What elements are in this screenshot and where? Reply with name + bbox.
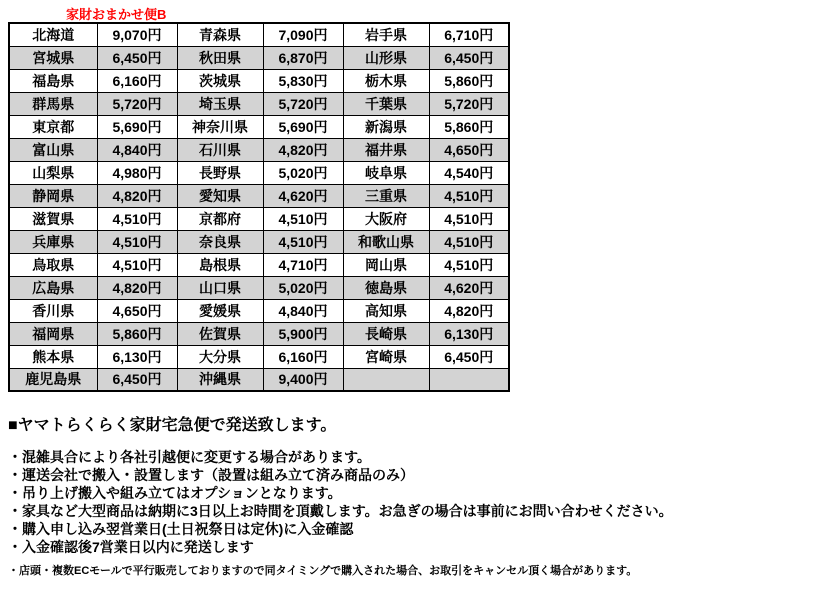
- price-cell: 4,510円: [263, 230, 343, 253]
- price-cell: 9,400円: [263, 368, 343, 391]
- prefecture-cell: 埼玉県: [177, 92, 263, 115]
- table-row: [9, 69, 509, 92]
- price-cell: 4,510円: [263, 207, 343, 230]
- prefecture-cell: 滋賀県: [9, 207, 97, 230]
- price-cell: 5,860円: [429, 69, 509, 92]
- prefecture-cell: 大分県: [177, 345, 263, 368]
- price-cell: 9,070円: [97, 23, 177, 46]
- prefecture-cell: 佐賀県: [177, 322, 263, 345]
- table-row: [9, 276, 509, 299]
- prefecture-cell: 香川県: [9, 299, 97, 322]
- price-cell: 6,160円: [97, 69, 177, 92]
- price-cell: 6,130円: [97, 345, 177, 368]
- table-row: [9, 184, 509, 207]
- prefecture-cell: 沖縄県: [177, 368, 263, 391]
- price-cell: 4,510円: [97, 230, 177, 253]
- table-row: [9, 23, 509, 46]
- price-cell: 4,820円: [429, 299, 509, 322]
- prefecture-cell: 千葉県: [343, 92, 429, 115]
- price-cell: 6,450円: [429, 345, 509, 368]
- price-cell: 5,720円: [263, 92, 343, 115]
- prefecture-cell: 鳥取県: [9, 253, 97, 276]
- shipping-notes: [8, 412, 818, 578]
- price-cell: [429, 368, 509, 391]
- shipping-fee-table: [8, 22, 510, 392]
- price-cell: 4,510円: [429, 184, 509, 207]
- price-cell: 4,510円: [97, 253, 177, 276]
- prefecture-cell: [343, 368, 429, 391]
- price-cell: 6,450円: [429, 46, 509, 69]
- notes-footnote: ・店頭・複数ECモールで平行販売しておりますので同タイミングで購入された場合、お取引をキャンセル頂く場合があります。: [8, 565, 638, 577]
- price-cell: 6,130円: [429, 322, 509, 345]
- prefecture-cell: 秋田県: [177, 46, 263, 69]
- price-cell: 4,510円: [429, 207, 509, 230]
- note-item: ・家具など大型商品は納期に3日以上お時間を頂戴します。お急ぎの場合は事前にお問い合わせください。: [8, 503, 673, 519]
- price-cell: 6,450円: [97, 46, 177, 69]
- price-cell: 5,020円: [263, 276, 343, 299]
- prefecture-cell: 奈良県: [177, 230, 263, 253]
- price-cell: 5,860円: [429, 115, 509, 138]
- prefecture-cell: 宮城県: [9, 46, 97, 69]
- note-item: ・購入申し込み翌営業日(土日祝祭日は定休)に入金確認: [8, 521, 354, 537]
- price-cell: 4,980円: [97, 161, 177, 184]
- prefecture-cell: 富山県: [9, 138, 97, 161]
- prefecture-cell: 広島県: [9, 276, 97, 299]
- page-title: 家財おまかせ便B: [66, 7, 167, 22]
- prefecture-cell: 福岡県: [9, 322, 97, 345]
- table-row: [9, 207, 509, 230]
- table-row: [9, 230, 509, 253]
- price-cell: 4,650円: [429, 138, 509, 161]
- prefecture-cell: 静岡県: [9, 184, 97, 207]
- prefecture-cell: 山形県: [343, 46, 429, 69]
- prefecture-cell: 大阪府: [343, 207, 429, 230]
- price-cell: 4,510円: [429, 230, 509, 253]
- prefecture-cell: 高知県: [343, 299, 429, 322]
- prefecture-cell: 島根県: [177, 253, 263, 276]
- table-row: [9, 345, 509, 368]
- price-cell: 6,160円: [263, 345, 343, 368]
- price-cell: 6,710円: [429, 23, 509, 46]
- price-cell: 5,830円: [263, 69, 343, 92]
- prefecture-cell: 愛知県: [177, 184, 263, 207]
- price-cell: 4,510円: [429, 253, 509, 276]
- price-cell: 5,720円: [97, 92, 177, 115]
- prefecture-cell: 茨城県: [177, 69, 263, 92]
- prefecture-cell: 和歌山県: [343, 230, 429, 253]
- prefecture-cell: 京都府: [177, 207, 263, 230]
- price-cell: 5,690円: [97, 115, 177, 138]
- prefecture-cell: 岡山県: [343, 253, 429, 276]
- prefecture-cell: 宮崎県: [343, 345, 429, 368]
- price-cell: 4,820円: [97, 276, 177, 299]
- prefecture-cell: 愛媛県: [177, 299, 263, 322]
- price-cell: 5,720円: [429, 92, 509, 115]
- prefecture-cell: 長野県: [177, 161, 263, 184]
- price-cell: 5,860円: [97, 322, 177, 345]
- prefecture-cell: 栃木県: [343, 69, 429, 92]
- price-cell: 4,840円: [263, 299, 343, 322]
- prefecture-cell: 山口県: [177, 276, 263, 299]
- price-cell: 6,450円: [97, 368, 177, 391]
- price-cell: 6,870円: [263, 46, 343, 69]
- price-cell: 4,620円: [429, 276, 509, 299]
- table-row: [9, 322, 509, 345]
- prefecture-cell: 石川県: [177, 138, 263, 161]
- notes-list: [8, 448, 818, 556]
- prefecture-cell: 青森県: [177, 23, 263, 46]
- table-row: [9, 299, 509, 322]
- price-cell: 4,510円: [97, 207, 177, 230]
- price-cell: 4,840円: [97, 138, 177, 161]
- price-cell: 4,620円: [263, 184, 343, 207]
- table-row: [9, 46, 509, 69]
- prefecture-cell: 岩手県: [343, 23, 429, 46]
- notes-heading: ■ヤマトらくらく家財宅急便で発送致します。: [8, 417, 337, 434]
- price-cell: 4,820円: [97, 184, 177, 207]
- prefecture-cell: 熊本県: [9, 345, 97, 368]
- table-row: [9, 138, 509, 161]
- price-cell: 5,900円: [263, 322, 343, 345]
- prefecture-cell: 山梨県: [9, 161, 97, 184]
- prefecture-cell: 兵庫県: [9, 230, 97, 253]
- price-cell: 4,650円: [97, 299, 177, 322]
- note-item: ・入金確認後7営業日以内に発送します: [8, 539, 254, 555]
- price-cell: 4,710円: [263, 253, 343, 276]
- prefecture-cell: 三重県: [343, 184, 429, 207]
- table-row: [9, 253, 509, 276]
- note-item: ・吊り上げ搬入や組み立てはオプションとなります。: [8, 485, 342, 501]
- prefecture-cell: 新潟県: [343, 115, 429, 138]
- prefecture-cell: 北海道: [9, 23, 97, 46]
- prefecture-cell: 長崎県: [343, 322, 429, 345]
- price-cell: 4,540円: [429, 161, 509, 184]
- note-item: ・運送会社で搬入・設置します（設置は組み立て済み商品のみ）: [8, 467, 414, 483]
- prefecture-cell: 鹿児島県: [9, 368, 97, 391]
- prefecture-cell: 福島県: [9, 69, 97, 92]
- price-cell: 5,690円: [263, 115, 343, 138]
- shipping-fee-table-body: [9, 23, 509, 391]
- table-row: [9, 115, 509, 138]
- price-cell: 7,090円: [263, 23, 343, 46]
- price-cell: 5,020円: [263, 161, 343, 184]
- prefecture-cell: 東京都: [9, 115, 97, 138]
- table-row: [9, 368, 509, 391]
- prefecture-cell: 福井県: [343, 138, 429, 161]
- price-cell: 4,820円: [263, 138, 343, 161]
- prefecture-cell: 神奈川県: [177, 115, 263, 138]
- prefecture-cell: 岐阜県: [343, 161, 429, 184]
- note-item: ・混雑具合により各社引越便に変更する場合があります。: [8, 449, 371, 465]
- table-row: [9, 161, 509, 184]
- table-row: [9, 92, 509, 115]
- prefecture-cell: 群馬県: [9, 92, 97, 115]
- prefecture-cell: 徳島県: [343, 276, 429, 299]
